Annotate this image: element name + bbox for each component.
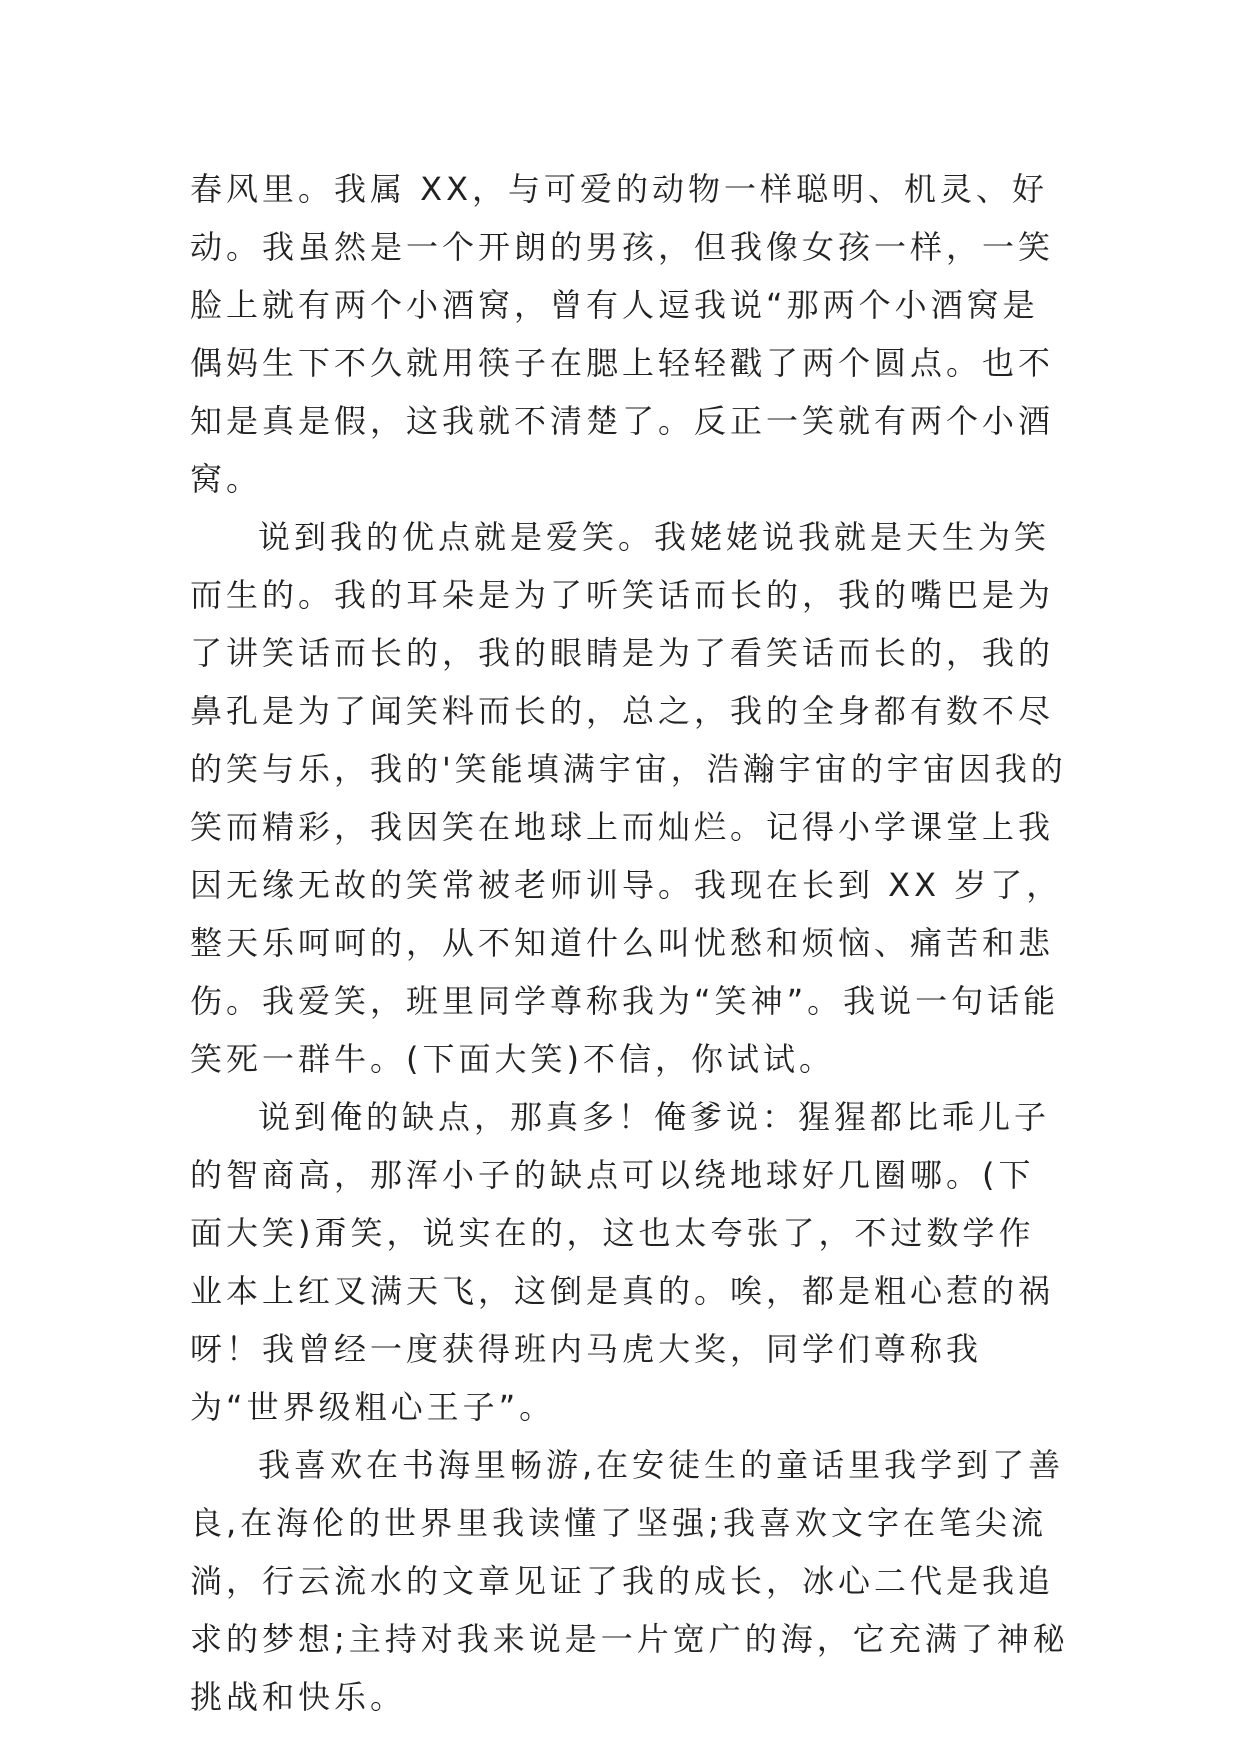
paragraph-2: 说到我的优点就是爱笑。我姥姥说我就是天生为笑而生的。我的耳朵是为了听笑话而长的，我的嘴巴是为了讲笑话而长的，我的眼睛是为了看笑话而长的，我的鼻孔是为了闻笑料而长的，总之，我的全身都有数不尽的笑与乐，我的'笑能填满宇宙，浩瀚宇宙的宇宙因我的笑而精彩，我因笑在地球上而灿烂。记得小学课堂上我因无缘无故的笑常被老师训导。我现在长到 XX 岁了，整天乐呵呵的，从不知道什么叫忧愁和烦恼、痛苦和悲伤。我爱笑，班里同学尊称我为“笑神”。我说一句话能笑死一群牛。(下面大笑)不信，你试试。 (190, 518, 1067, 1078)
paragraph-4: 我喜欢在书海里畅游,在安徒生的童话里我学到了善良,在海伦的世界里我读懂了坚强;我喜欢文字在笔尖流淌，行云流水的文章见证了我的成长，冰心二代是我追求的梦想;主持对我来说是一片宽广的海，它充满了神秘挑战和快乐。 (190, 1446, 1069, 1716)
paragraph-3: 说到俺的缺点，那真多！俺爹说：猩猩都比乖儿子的智商高，那浑小子的缺点可以绕地球好几圈哪。(下面大笑)甭笑，说实在的，这也太夸张了，不过数学作业本上红叉满天飞，这倒是真的。唉，都是粗心惹的祸呀！我曾经一度获得班内马虎大奖，同学们尊称我为“世界级粗心王子”。 (190, 1098, 1055, 1426)
paragraph-1: 春风里。我属 XX，与可爱的动物一样聪明、机灵、好动。我虽然是一个开朗的男孩，但我像女孩一样，一笑脸上就有两个小酒窝，曾有人逗我说“那两个小酒窝是偶妈生下不久就用筷子在腮上轻轻戳了两个圆点。也不知是真是假，这我就不清楚了。反正一笑就有两个小酒窝。 (190, 170, 1055, 498)
document-body (190, 160, 1070, 1726)
